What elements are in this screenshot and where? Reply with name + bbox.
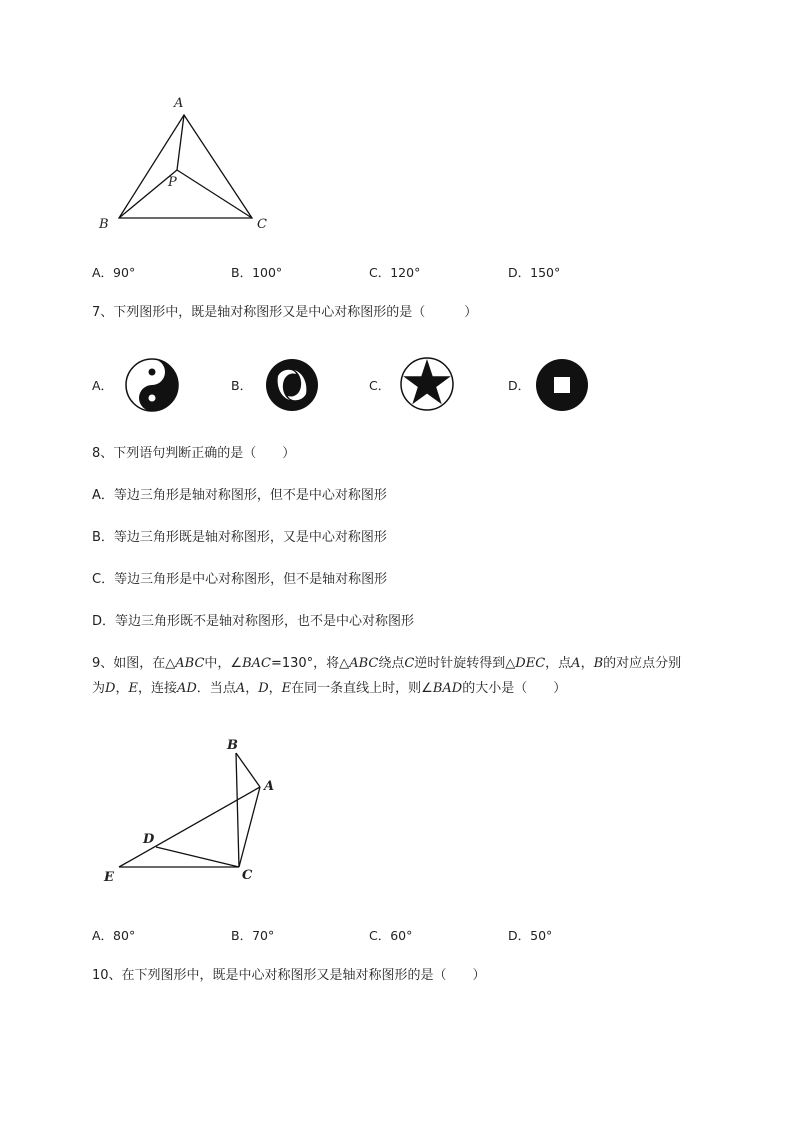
q9-text: =130°，将△ xyxy=(270,656,350,671)
q9-text: 逆时针旋转得到△ xyxy=(414,656,516,671)
q9-text: 中，∠ xyxy=(204,656,243,671)
q9-text: E xyxy=(128,681,138,696)
q9-text: ， xyxy=(115,681,129,696)
q9-text: ，连接 xyxy=(137,681,177,696)
q9-option-d[interactable]: D．50° xyxy=(508,928,553,943)
q8-option-a[interactable]: A．等边三角形是轴对称图形，但不是中心对称图形 xyxy=(92,488,387,503)
q6-option-b[interactable]: B．100° xyxy=(231,265,283,280)
segment-dc xyxy=(156,847,239,867)
label-a: A xyxy=(264,779,275,794)
q9-text: ABC xyxy=(175,656,205,671)
label-a: A xyxy=(174,96,184,111)
q6-option-c[interactable]: C．120° xyxy=(369,265,421,280)
q9-text: 的对应点分别 xyxy=(603,656,682,671)
q9-question-line1 xyxy=(92,654,681,674)
coin-square-hole-icon[interactable] xyxy=(534,357,590,413)
yin-yang-icon[interactable] xyxy=(124,358,180,412)
q9-text: ABC xyxy=(349,656,379,671)
segment-ba xyxy=(236,753,260,787)
q9-text: AD xyxy=(176,681,197,696)
q6-option-a[interactable]: A．90° xyxy=(92,265,136,280)
q9-text: ， xyxy=(245,681,259,696)
q9-text: A xyxy=(235,681,246,696)
q8-option-b[interactable]: B．等边三角形既是轴对称图形，又是中心对称图形 xyxy=(92,530,387,545)
q9-text: ， xyxy=(268,681,282,696)
segment-cp xyxy=(177,170,252,218)
label-b: B xyxy=(227,738,238,753)
q7-option-a-label[interactable]: A． xyxy=(92,378,114,393)
segment-ac xyxy=(239,787,260,867)
q8-question: 8、下列语句判断正确的是（ ） xyxy=(92,446,296,461)
q9-text: C xyxy=(404,656,415,671)
label-c: C xyxy=(257,217,267,232)
q9-text: D xyxy=(258,681,269,696)
triangle-abc xyxy=(119,115,252,218)
figure-triangle-abc-p xyxy=(90,90,290,240)
q9-option-a[interactable]: A．80° xyxy=(92,928,136,943)
q9-text: ．当点 xyxy=(196,681,236,696)
q9-text: 9、如图，在△ xyxy=(92,656,176,671)
q9-text: 在同一条直线上时，则∠ xyxy=(291,681,433,696)
q9-text: D xyxy=(105,681,116,696)
q9-option-b[interactable]: B．70° xyxy=(231,928,275,943)
q7-option-d-label[interactable]: D． xyxy=(508,378,531,393)
q9-text: 为 xyxy=(92,681,106,696)
q8-option-c[interactable]: C．等边三角形是中心对称图形，但不是轴对称图形 xyxy=(92,572,388,587)
rotation-figure-svg xyxy=(100,735,290,890)
q6-option-d[interactable]: D．150° xyxy=(508,265,561,280)
label-c: C xyxy=(242,868,253,883)
star-in-circle-icon[interactable] xyxy=(399,356,455,412)
q7-option-c-label[interactable]: C． xyxy=(369,378,391,393)
q7-option-b-label[interactable]: B． xyxy=(231,378,253,393)
q7-question: 7、下列图形中，既是轴对称图形又是中心对称图形的是（ ） xyxy=(92,305,478,320)
segment-bc xyxy=(236,753,239,867)
label-p: P xyxy=(168,175,177,190)
q9-option-c[interactable]: C．60° xyxy=(369,928,413,943)
label-e: E xyxy=(104,870,114,885)
q9-text: E xyxy=(281,681,292,696)
figure-rotation-triangles xyxy=(100,735,290,890)
q9-text: 绕点 xyxy=(378,656,405,671)
swirl-icon[interactable] xyxy=(264,358,320,412)
label-d: D xyxy=(143,832,155,847)
q9-text: A xyxy=(571,656,581,671)
q9-question-line2 xyxy=(92,679,566,699)
q9-text: DEC xyxy=(515,656,546,671)
q9-text: B xyxy=(593,656,604,671)
q9-text: BAD xyxy=(432,681,463,696)
q10-question: 10、在下列图形中，既是中心对称图形又是轴对称图形的是（ ） xyxy=(92,968,486,983)
q9-text: ， xyxy=(580,656,594,671)
label-b: B xyxy=(99,217,109,232)
q9-text: ，点 xyxy=(545,656,572,671)
q8-option-d[interactable]: D．等边三角形既不是轴对称图形，也不是中心对称图形 xyxy=(92,614,415,629)
q9-text: 的大小是（ ） xyxy=(462,681,567,696)
q9-text: BAC xyxy=(242,656,271,671)
